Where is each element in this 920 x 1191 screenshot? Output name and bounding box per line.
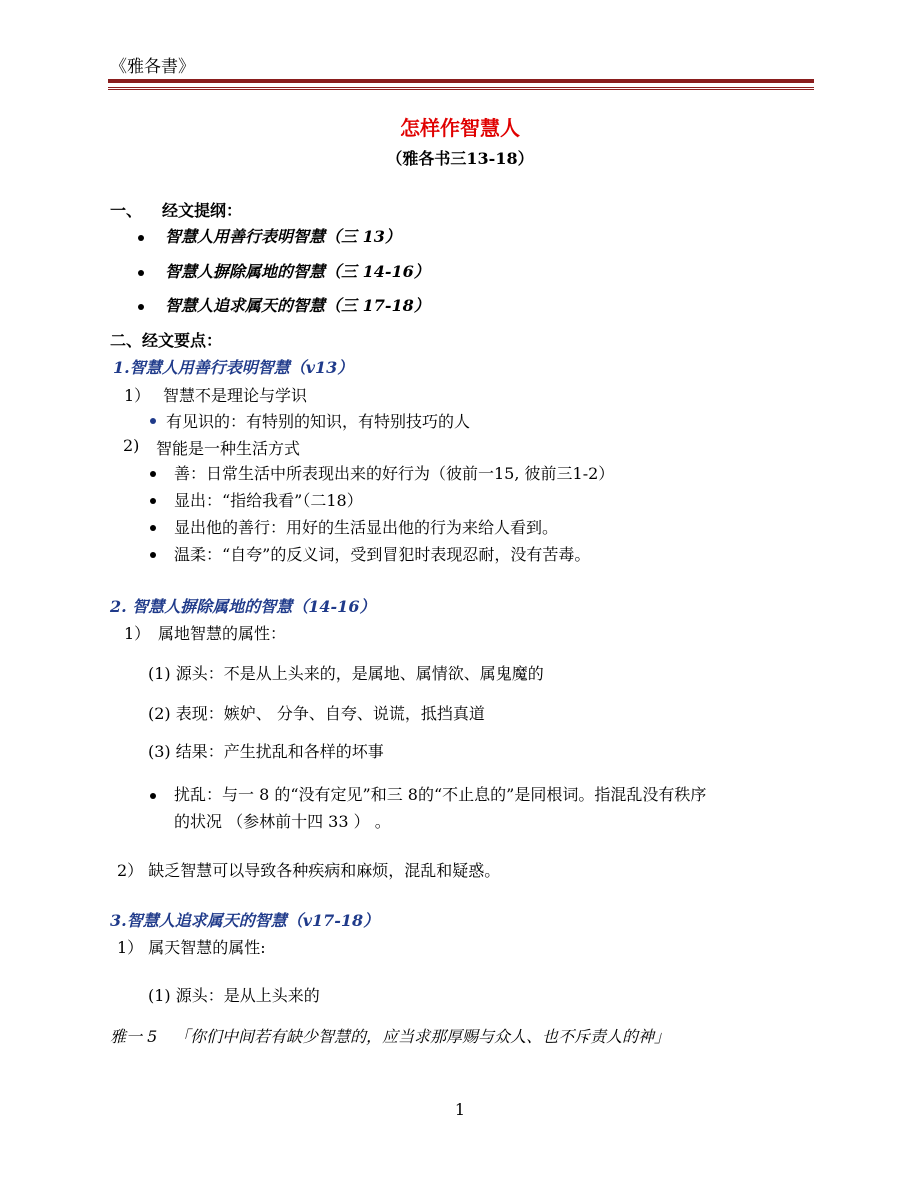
bullet-icon [150, 471, 156, 477]
list-item: (3) 结果：产生扰乱和各样的坏事 [148, 742, 384, 761]
bullet-text-continued: 的状况 （参林前十四 33 ） 。 [174, 812, 391, 831]
list-text: 2） 缺乏智慧可以导致各种疾病和麻烦，混乱和疑惑。 [117, 861, 501, 880]
bullet-icon [138, 270, 144, 276]
list-number: 2) [123, 436, 140, 455]
list-item: (2) 表现：嫉妒、 分争、自夸、说谎，抵挡真道 [148, 704, 485, 723]
bullet-icon [150, 552, 156, 558]
bullet-text: 显出他的善行：用好的生活显出他的行为来给人看到。 [174, 518, 559, 537]
header-rule [108, 79, 814, 90]
bullet-icon [150, 525, 156, 531]
bullet-text: 有见识的：有特别的知识，有特别技巧的人 [166, 412, 471, 431]
bullet-text: 善：日常生活中所表现出来的好行为（彼前一15, 彼前三1-2） [174, 464, 615, 483]
bullet-text: 显出：“指给我看”（二18） [174, 491, 363, 510]
page-subtitle: （雅各书三13-18） [386, 149, 534, 168]
outline-item: 智慧人追求属天的智慧（三 17-18） [165, 296, 430, 315]
section-2-heading: 2. 智慧人摒除属地的智慧（14-16） [110, 597, 376, 616]
list-text: 1） 属天智慧的属性: [117, 938, 266, 957]
section-1-heading: 1.智慧人用善行表明智慧（v13） [113, 358, 354, 377]
bullet-text: 扰乱：与一 8 的“没有定见”和三 8的“不止息的”是同根词。指混乱没有秩序 [174, 785, 707, 804]
verse-reference: 雅一 5 [110, 1027, 158, 1046]
list-item: (1) 源头：是从上头来的 [148, 986, 320, 1005]
bullet-icon [150, 793, 156, 799]
points-heading: 二、经文要点： [110, 331, 223, 350]
outline-heading: 经文提纲： [162, 201, 243, 220]
list-number: 1） [124, 624, 151, 643]
bullet-icon [138, 304, 144, 310]
outline-item: 智慧人摒除属地的智慧（三 14-16） [165, 262, 430, 281]
outline-item: 智慧人用善行表明智慧（三 13） [165, 227, 401, 246]
list-text: 属地智慧的属性： [158, 624, 287, 643]
section-3-heading: 3.智慧人追求属天的智慧（v17-18） [110, 911, 380, 930]
bullet-icon [150, 418, 156, 424]
page-number: 1 [454, 1100, 466, 1119]
list-text: 智慧不是理论与学识 [163, 386, 308, 405]
list-item: (1) 源头：不是从上头来的，是属地、属情欲、属鬼魔的 [148, 664, 544, 683]
outline-number: 一、 [110, 201, 143, 220]
bullet-icon [138, 235, 144, 241]
list-text: 智能是一种生活方式 [156, 439, 301, 458]
bullet-text: 温柔：“自夸”的反义词，受到冒犯时表现忍耐，没有苦毒。 [174, 545, 591, 564]
list-number: 1） [124, 386, 151, 405]
verse-quote: 「你们中间若有缺少智慧的，应当求那厚赐与众人、也不斥责人的神」 [174, 1027, 671, 1046]
bullet-icon [150, 498, 156, 504]
document-header: 《雅各書》 [110, 57, 195, 77]
page-title: 怎样作智慧人 [400, 116, 520, 140]
